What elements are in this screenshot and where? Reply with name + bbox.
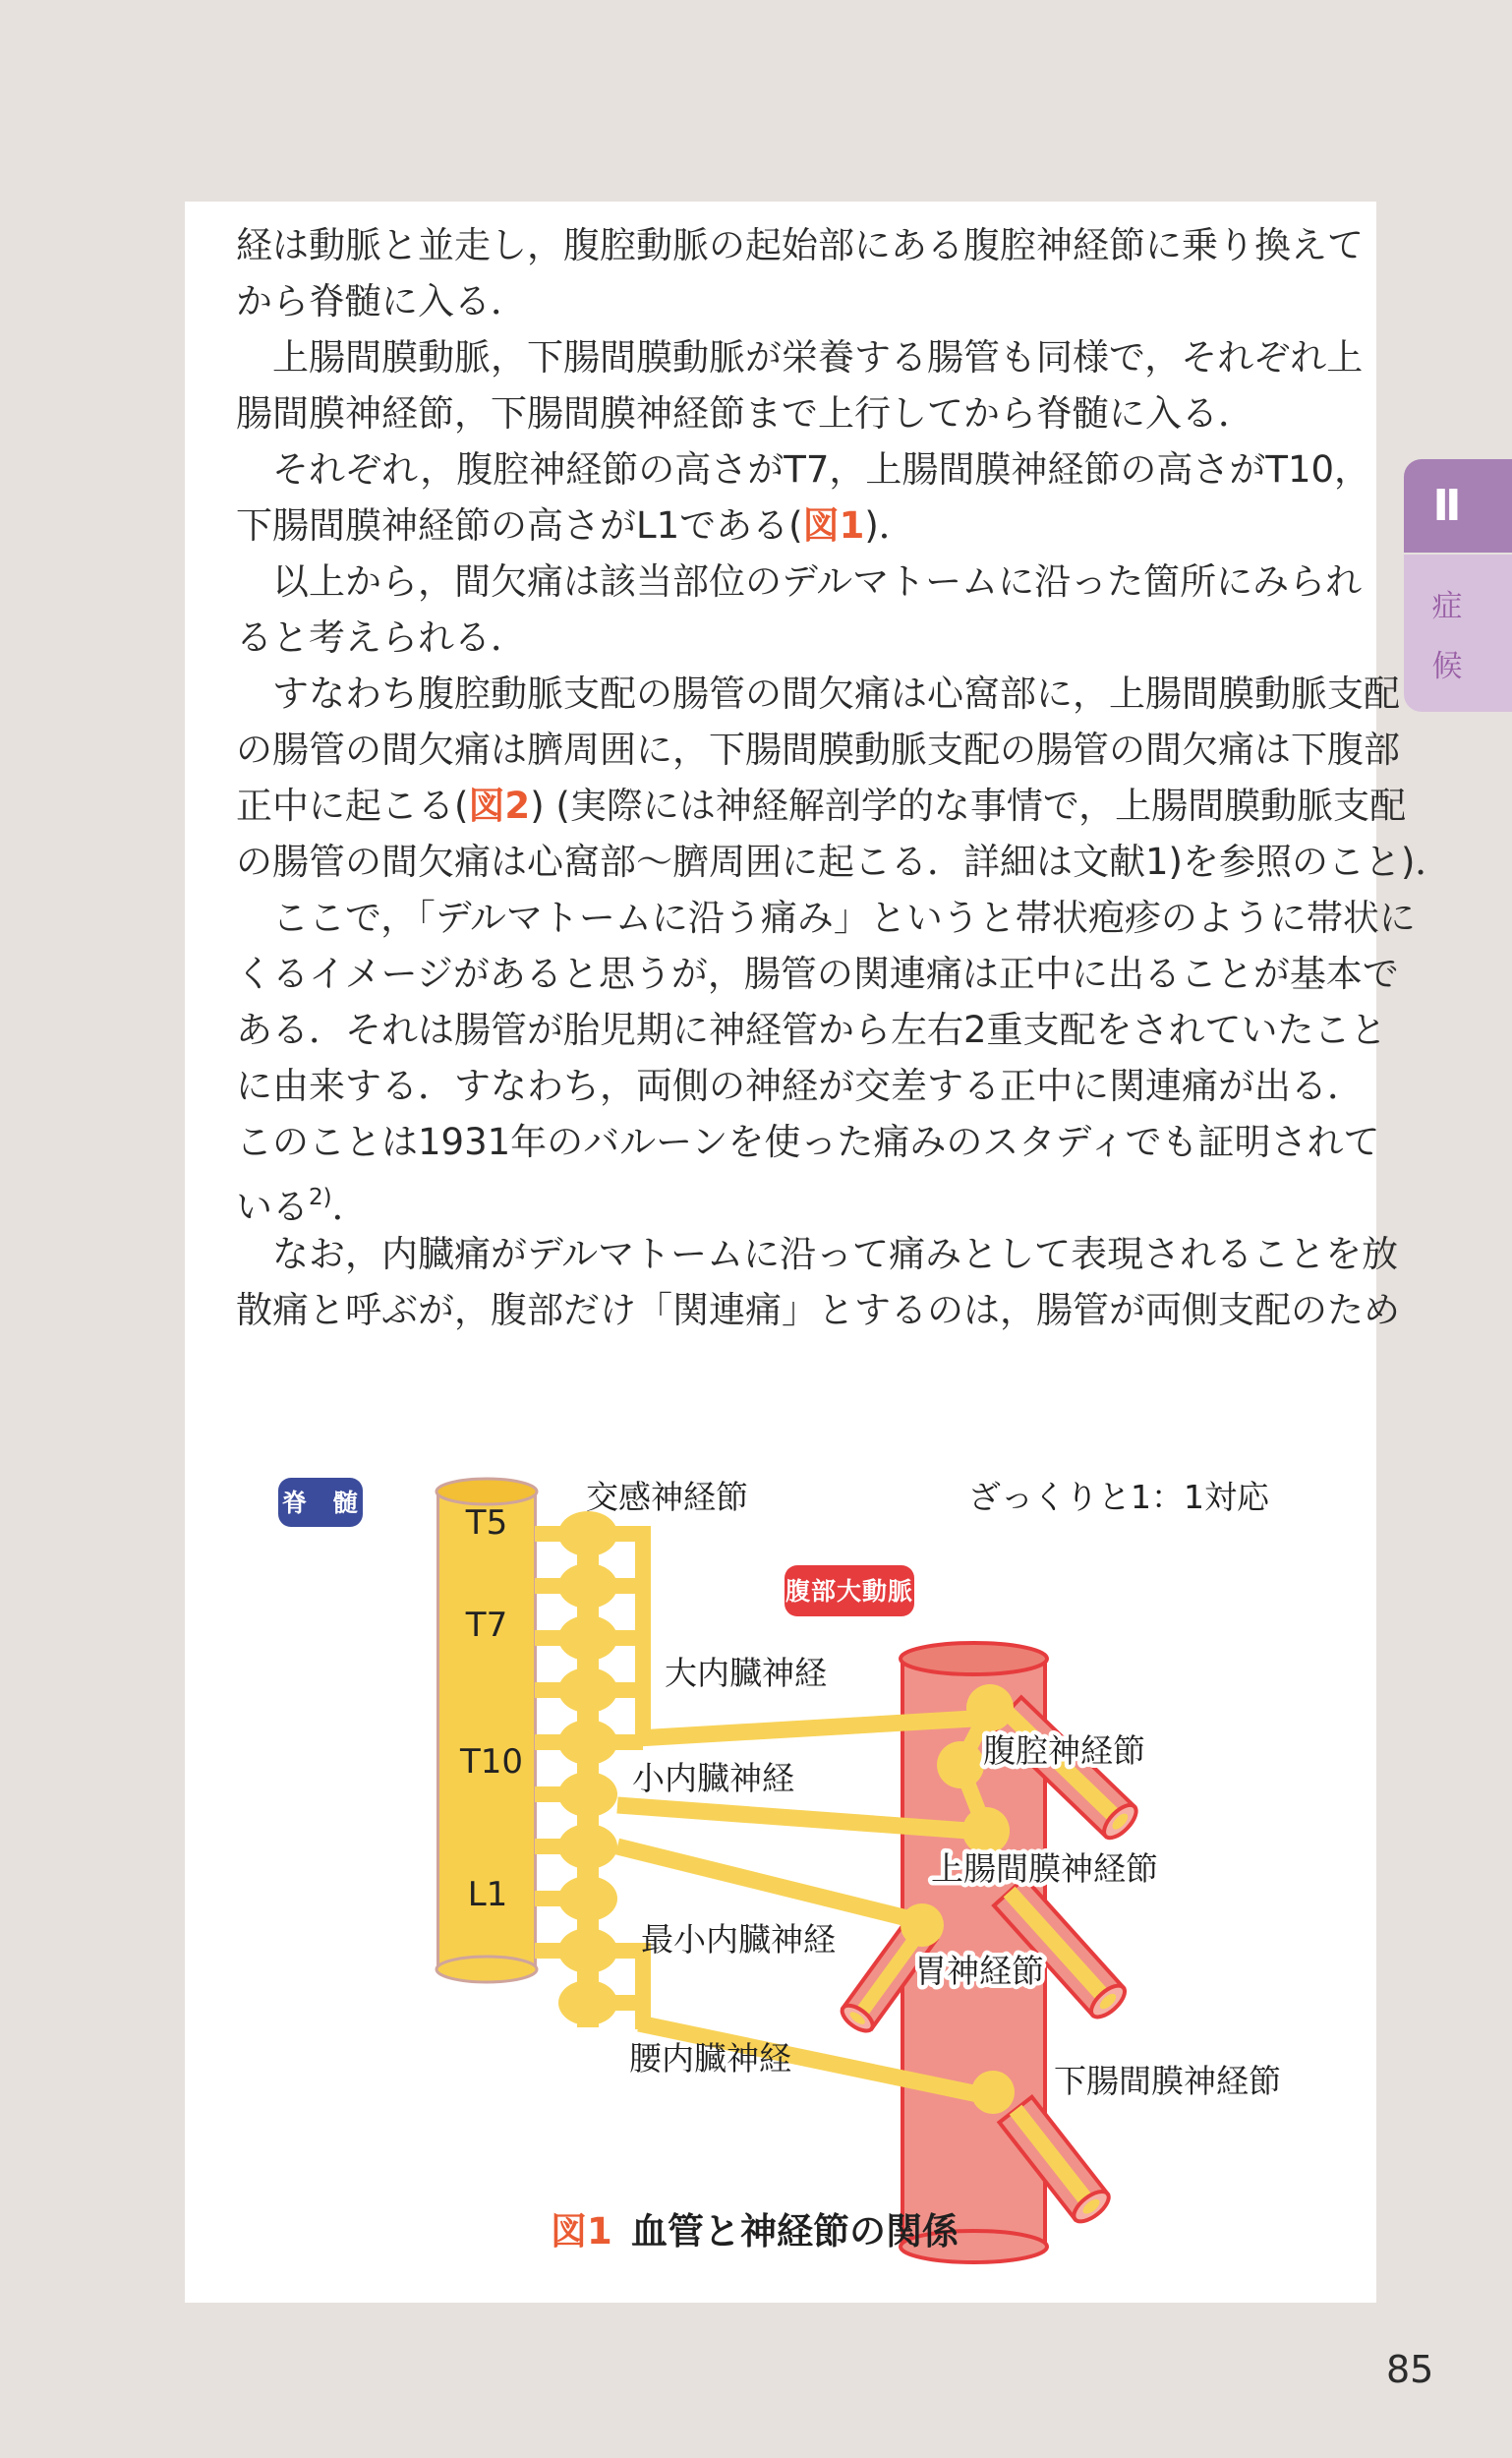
text-line: それぞれ，腹腔神経節の高さがT7，上腸間膜神経節の高さがT10， [236,448,1371,491]
level-label-t10: T10 [459,1742,524,1782]
label-least-splanchnic: 最小内臓神経 [641,1920,836,1959]
text-line: 以上から，間欠痛は該当部位のデルマトームに沿った箇所にみられ [236,560,1363,603]
text-line: に由来する．すなわち，両側の神経が交差する正中に関連痛が出る． [236,1065,1364,1107]
celiac-ganglion-node-2 [937,1741,984,1788]
text-line: ある．それは腸管が胎児期に神経管から左右2重支配をされていたこと [236,1009,1387,1051]
level-label-l1: L1 [467,1875,508,1914]
text-line: 上腸間膜動脈，下腸間膜動脈が栄養する腸管も同様で，それぞれ上 [236,336,1364,379]
label-superior-mesenteric-ganglion: 上腸間膜神経節 [931,1849,1158,1888]
body-text [236,217,1451,1338]
section-tab-char-1: 症 [1431,589,1463,624]
level-label-t5: T5 [465,1503,508,1543]
celiac-ganglion-node [966,1684,1014,1731]
text-line: なお，内臓痛がデルマトームに沿って痛みとして表現されることを放 [236,1233,1399,1275]
label-lumbar-splanchnic: 腰内臓神経 [629,2039,791,2078]
text-line: ると考えられる． [236,616,527,659]
aorta-badge-label: 腹部大動脈 [785,1577,914,1606]
label-inferior-mesenteric-ganglion: 下腸間膜神経節 [1054,2062,1281,2100]
text-line: くるイメージがあると思うが，腸管の関連痛は正中に出ることが基本で [236,953,1399,995]
text-line: の腸管の間欠痛は臍周囲に，下腸間膜動脈支配の腸管の間欠痛は下腹部 [236,729,1400,771]
page-number: 85 [1386,2348,1434,2391]
label-celiac-ganglion: 腹腔神経節 [983,1731,1145,1770]
text-line: の腸管の間欠痛は心窩部〜臍周囲に起こる．詳細は文献1)を参照のこと)． [236,841,1452,883]
superior-mesenteric-ganglion-node [962,1807,1010,1854]
figure-1 [185,1445,1376,2306]
text-line: から脊髄に入る． [236,280,527,322]
text-line: ここで，「デルマトームに沿う痛み」というと帯状疱疹のように帯状に [236,897,1416,939]
text-line: 正中に起こる(図2) (実際には神経解剖学的な事情で，上腸間膜動脈支配 [236,785,1407,827]
label-correspondence-note: ざっくりと1：1対応 [968,1478,1269,1516]
text-line: このことは1931年のバルーンを使った痛みのスタディでも証明されて [236,1121,1380,1163]
section-tab-char-2: 候 [1431,649,1463,684]
section-tab [1404,555,1512,712]
level-label-t7: T7 [465,1606,508,1645]
chapter-tab [1404,459,1512,553]
inferior-mesenteric-ganglion-node [971,2071,1015,2114]
figure-caption-title: 血管と神経節の関係 [631,2210,959,2253]
label-greater-splanchnic: 大内臓神経 [665,1654,827,1692]
chapter-tab-number: Ⅱ [1432,481,1462,531]
figure-caption-number: 図1 [551,2210,612,2253]
text-line: 腸間膜神経節，下腸間膜神経節まで上行してから脊髄に入る． [236,392,1254,435]
gastric-ganglion-node [901,1903,944,1947]
label-gastric-ganglion: 胃神経節 [914,1952,1044,1990]
text-line: 散痛と呼ぶが，腹部だけ「関連痛」とするのは，腸管が両側支配のため [236,1289,1400,1331]
text-line: 経は動脈と並走し，腹腔動脈の起始部にある腹腔神経節に乗り換えて [236,224,1364,266]
least-splanchnic-nerve [617,1846,919,1921]
label-lesser-splanchnic: 小内臓神経 [632,1759,794,1797]
text-line: 下腸間膜神経節の高さがL1である(図1)． [236,504,915,547]
text-line: すなわち腹腔動脈支配の腸管の間欠痛は心窩部に，上腸間膜動脈支配 [236,673,1400,715]
spinal-cord-badge-label: 脊 髄 [281,1489,360,1517]
label-sympathetic-ganglion: 交感神経節 [586,1478,748,1516]
text-line: いる$^{2)}$． [236,1185,369,1228]
